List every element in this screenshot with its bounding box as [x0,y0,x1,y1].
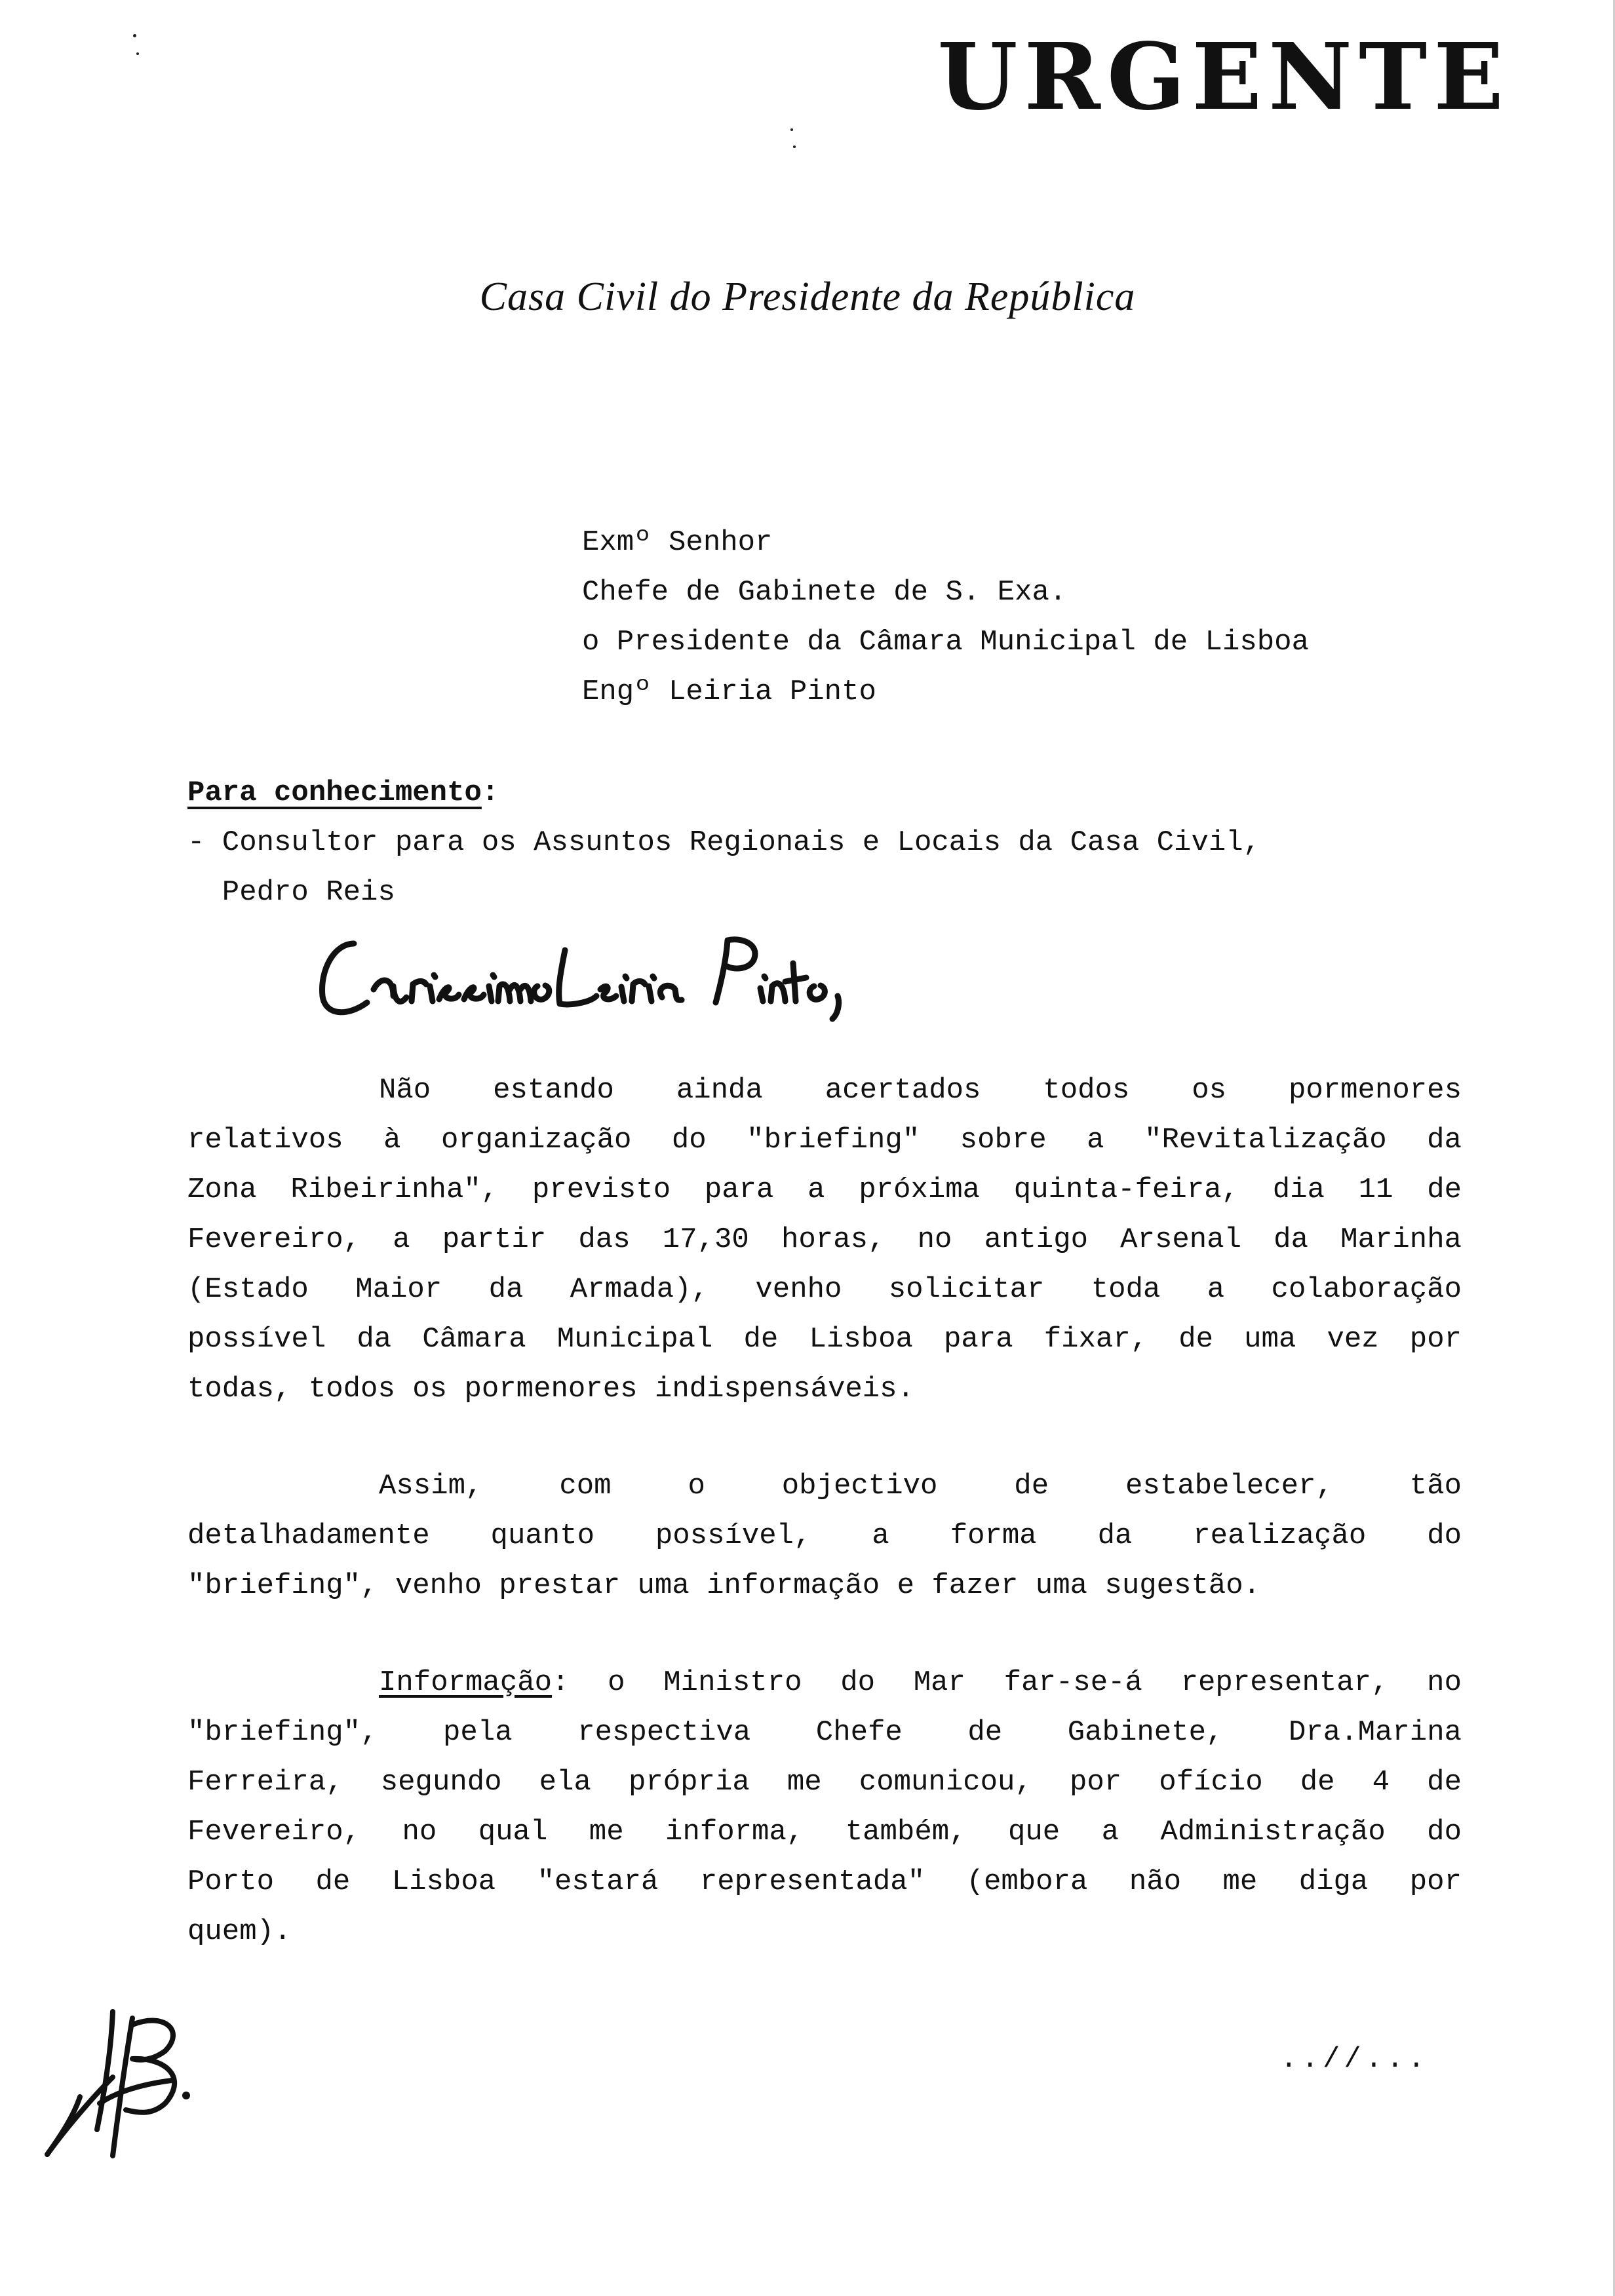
address-line: Engº Leiria Pinto [582,676,876,708]
paragraph-line: detalhadamente quanto possível, a forma da realização do [187,1520,1462,1552]
address-line: Exmº Senhor [582,526,773,559]
handwritten-salutation [308,924,885,1029]
paragraph-1 [187,1065,1462,1414]
cc-heading [187,768,499,818]
paragraph-line: Assim, com o objectivo de estabelecer, tão [379,1470,1462,1502]
address-line: Chefe de Gabinete de S. Exa. [582,576,1067,609]
scan-speck [136,52,139,55]
paragraph-line: Não estando ainda acertados todos os pormenores [379,1074,1462,1107]
paragraph-line: Fevereiro, no qual me informa, também, que a Administração do [187,1816,1462,1848]
scan-speck [790,128,793,131]
paragraph-line: "briefing", pela respectiva Chefe de Gabinete, Dra.Marina [187,1716,1462,1749]
paragraph-line: "briefing", venho prestar uma informação e fazer uma sugestão. [187,1569,1261,1602]
cc-title: Para conhecimento [187,776,482,809]
scan-speck [793,145,796,148]
paragraph-line: relativos à organização do "briefing" sobre a "Revitalização da [187,1124,1462,1157]
cc-title-colon: : [481,776,499,809]
paragraph-line: Zona Ribeirinha", previsto para a próxima quinta-feira, dia 11 de [187,1174,1462,1206]
paragraph-line: Fevereiro, a partir das 17,30 horas, no antigo Arsenal da Marinha [187,1223,1462,1256]
paragraph-line: possível da Câmara Municipal de Lisboa para fixar, de uma vez por [187,1323,1462,1356]
paragraph-3 [187,1658,1462,1957]
handwritten-initials-icon [34,2005,204,2175]
address-line: o Presidente da Câmara Municipal de Lisboa [582,626,1309,659]
page-continuation-mark: ..//... [1280,2043,1429,2076]
letterhead: Casa Civil do Presidente da República [479,275,1136,319]
recipient-address [582,518,1309,717]
scan-speck [133,34,136,37]
cc-line: - Consultor para os Assuntos Regionais e Locais da Casa Civil, [187,826,1261,859]
paragraph-2 [187,1461,1462,1611]
urgent-stamp: URGENTE [937,24,1510,131]
cc-line: Pedro Reis [187,876,395,909]
information-label: Informação [379,1666,553,1699]
paragraph-line: Porto de Lisboa "estará representada" (embora não me diga por [187,1866,1462,1898]
paragraph-line: Ferreira, segundo ela própria me comunicou, por ofício de 4 de [187,1766,1462,1799]
paragraph-line: quem). [187,1915,292,1948]
paragraph-line: (Estado Maior da Armada), venho solicitar toda a colaboração [187,1273,1462,1306]
paragraph-line: Informação: o Ministro do Mar far-se-á representar, no [379,1666,1462,1699]
paragraph-line: todas, todos os pormenores indispensáveis. [187,1373,914,1406]
